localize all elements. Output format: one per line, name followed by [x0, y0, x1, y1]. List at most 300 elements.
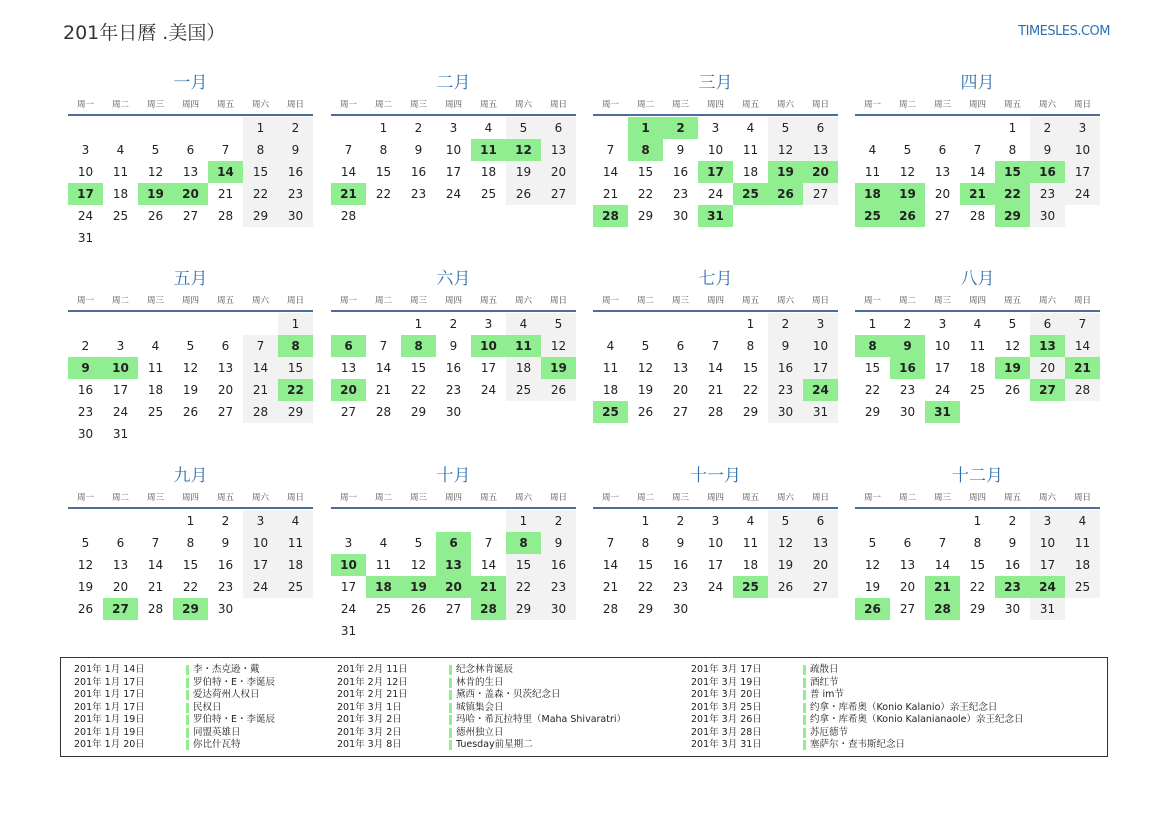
holiday-date: 201年 3月 19日	[691, 676, 762, 688]
day-cell: 8	[973, 536, 982, 550]
day-cell: 20	[217, 383, 234, 397]
day-cell: 24	[480, 383, 497, 397]
weekday-label: 周三	[671, 100, 689, 110]
holiday-name: 民权日	[193, 701, 222, 713]
holiday-row	[337, 689, 626, 702]
day-cell: 14	[375, 361, 392, 375]
day-cell: 7	[151, 536, 160, 550]
day-grid	[593, 510, 838, 620]
holiday-day-cell: 21	[471, 576, 506, 598]
day-cell: 16	[672, 165, 689, 179]
day-cell: 22	[182, 580, 199, 594]
holiday-day-cell: 22	[278, 379, 313, 401]
day-cell: 15	[375, 165, 392, 179]
weekday-label: 周五	[741, 100, 759, 110]
weekday-label: 周二	[374, 493, 392, 503]
month-title: 八月	[960, 269, 995, 289]
day-cell: 6	[221, 339, 230, 353]
day-cell: 30	[278, 205, 313, 227]
holiday-day-cell: 14	[208, 161, 243, 183]
day-cell: 31	[340, 624, 357, 638]
day-cell: 5	[151, 143, 160, 157]
holiday-date: 201年 1月 20日	[74, 739, 145, 750]
day-cell: 11	[864, 165, 881, 179]
day-cell: 13	[672, 361, 689, 375]
weekday-label: 周一	[76, 296, 94, 306]
day-cell: 9	[278, 139, 313, 161]
holiday-day-cell: 29	[173, 598, 208, 620]
day-cell: 7	[243, 335, 278, 357]
day-cell: 9	[221, 536, 230, 550]
holiday-marker	[186, 728, 189, 738]
day-cell: 28	[1065, 379, 1100, 401]
empty-cell	[331, 510, 366, 532]
holiday-column	[691, 664, 1024, 752]
holiday-row	[74, 702, 275, 715]
holiday-date: 201年 2月 11日	[337, 664, 408, 675]
day-cell: 16	[445, 361, 462, 375]
day-cell: 14	[707, 361, 724, 375]
empty-cell	[173, 117, 208, 139]
holiday-name: 苏厄德节	[810, 726, 849, 738]
day-cell: 13	[803, 139, 838, 161]
header-divider	[331, 507, 576, 509]
holiday-row	[691, 714, 1024, 727]
day-cell: 12	[864, 558, 881, 572]
weekday-label: 周四	[706, 100, 724, 110]
day-cell: 5	[868, 536, 877, 550]
holiday-day-cell: 23	[995, 576, 1030, 598]
holiday-marker	[449, 678, 452, 688]
day-cell: 26	[768, 576, 803, 598]
weekday-label: 周日	[286, 296, 304, 306]
day-cell: 20	[541, 161, 576, 183]
day-cell: 3	[116, 339, 125, 353]
holiday-date: 201年 3月 2日	[337, 726, 402, 738]
day-cell: 7	[344, 143, 353, 157]
empty-cell	[855, 117, 890, 139]
day-cell: 7	[484, 536, 493, 550]
day-cell: 26	[637, 405, 654, 419]
empty-cell	[366, 510, 401, 532]
weekday-label: 周六	[776, 296, 794, 306]
holiday-marker	[186, 665, 189, 675]
holiday-column	[74, 664, 275, 752]
day-cell: 19	[506, 161, 541, 183]
weekday-header	[331, 490, 576, 506]
holiday-marker	[186, 678, 189, 688]
weekday-label: 周五	[1003, 296, 1021, 306]
day-cell: 14	[969, 165, 986, 179]
day-cell: 16	[410, 165, 427, 179]
day-cell: 7	[973, 143, 982, 157]
holiday-day-cell: 19	[541, 357, 576, 379]
holiday-date: 201年 3月 17日	[691, 664, 762, 675]
day-cell: 31	[1030, 598, 1065, 620]
empty-cell	[103, 117, 138, 139]
holiday-day-cell: 31	[925, 401, 960, 423]
day-cell: 8	[746, 339, 755, 353]
day-cell: 27	[541, 183, 576, 205]
holiday-name: 塞萨尔・查韦斯纪念日	[810, 739, 906, 750]
holiday-column	[337, 664, 626, 752]
day-cell: 14	[243, 357, 278, 379]
weekday-label: 周二	[898, 100, 916, 110]
month-title: 十月	[436, 466, 471, 486]
month-calendar	[593, 72, 838, 227]
holiday-date: 201年 1月 17日	[74, 701, 145, 713]
day-cell: 19	[77, 580, 94, 594]
day-cell: 2	[1008, 514, 1017, 528]
holiday-row	[74, 714, 275, 727]
day-cell: 16	[77, 383, 94, 397]
holiday-row	[337, 739, 626, 752]
header-divider	[68, 310, 313, 312]
weekday-label: 周三	[671, 296, 689, 306]
day-cell: 31	[77, 231, 94, 245]
day-cell: 4	[973, 317, 982, 331]
day-cell: 23	[445, 383, 462, 397]
day-cell: 20	[112, 580, 129, 594]
holiday-day-cell: 8	[506, 532, 541, 554]
empty-cell	[243, 313, 278, 335]
day-cell: 30	[217, 602, 234, 616]
holiday-day-cell: 25	[733, 576, 768, 598]
day-cell: 24	[77, 209, 94, 223]
day-cell: 12	[768, 532, 803, 554]
day-cell: 21	[602, 187, 619, 201]
day-cell: 27	[899, 602, 916, 616]
holiday-name: 林肯的生日	[456, 676, 504, 688]
holiday-day-cell: 21	[331, 183, 366, 205]
weekday-label: 周四	[181, 296, 199, 306]
day-cell: 22	[864, 383, 881, 397]
weekday-label: 周五	[479, 100, 497, 110]
day-cell: 13	[217, 361, 234, 375]
day-cell: 11	[375, 558, 392, 572]
day-cell: 5	[186, 339, 195, 353]
day-cell: 17	[934, 361, 951, 375]
weekday-label: 周六	[1038, 100, 1056, 110]
day-cell: 25	[278, 576, 313, 598]
day-cell: 14	[934, 558, 951, 572]
weekday-label: 周三	[933, 493, 951, 503]
day-cell: 18	[969, 361, 986, 375]
day-cell: 4	[506, 313, 541, 335]
holiday-day-cell: 20	[803, 161, 838, 183]
day-cell: 22	[506, 576, 541, 598]
weekday-label: 周六	[514, 100, 532, 110]
holiday-row	[691, 689, 1024, 702]
day-cell: 28	[969, 209, 986, 223]
weekday-label: 周六	[251, 493, 269, 503]
holiday-marker	[449, 740, 452, 750]
holiday-day-cell: 12	[506, 139, 541, 161]
day-cell: 30	[672, 602, 689, 616]
empty-cell	[628, 313, 663, 335]
weekday-label: 周五	[741, 493, 759, 503]
day-cell: 23	[768, 379, 803, 401]
holiday-row	[691, 677, 1024, 690]
holiday-day-cell: 8	[278, 335, 313, 357]
month-title: 三月	[698, 73, 733, 93]
holiday-date: 201年 2月 12日	[337, 676, 408, 688]
day-cell: 10	[803, 335, 838, 357]
weekday-label: 周三	[409, 296, 427, 306]
day-cell: 23	[217, 580, 234, 594]
day-cell: 30	[77, 427, 94, 441]
day-cell: 13	[112, 558, 129, 572]
day-cell: 7	[606, 536, 615, 550]
day-cell: 12	[1004, 339, 1021, 353]
day-cell: 6	[1030, 313, 1065, 335]
day-cell: 2	[278, 117, 313, 139]
holiday-name: 同盟英雄日	[193, 726, 241, 738]
day-cell: 8	[186, 536, 195, 550]
day-cell: 21	[217, 187, 234, 201]
day-cell: 21	[707, 383, 724, 397]
day-cell: 12	[410, 558, 427, 572]
day-cell: 28	[243, 401, 278, 423]
day-cell: 29	[742, 405, 759, 419]
month-calendar	[855, 465, 1100, 620]
day-cell: 2	[81, 339, 90, 353]
holiday-day-cell: 24	[803, 379, 838, 401]
weekday-label: 周日	[1073, 493, 1091, 503]
holiday-name: 李・杰克逊・戴	[193, 664, 260, 675]
day-cell: 5	[414, 536, 423, 550]
day-cell: 13	[803, 532, 838, 554]
month-calendar	[855, 268, 1100, 423]
day-cell: 1	[414, 317, 423, 331]
month-title: 十二月	[952, 466, 1003, 486]
holiday-day-cell: 21	[1065, 357, 1100, 379]
day-cell: 14	[340, 165, 357, 179]
day-cell: 23	[1030, 183, 1065, 205]
holiday-day-cell: 25	[733, 183, 768, 205]
holiday-row	[74, 739, 275, 752]
day-cell: 27	[803, 576, 838, 598]
month-calendar	[593, 268, 838, 423]
empty-cell	[890, 510, 925, 532]
holiday-day-cell: 27	[1030, 379, 1065, 401]
holiday-row	[691, 702, 1024, 715]
weekday-label: 周二	[636, 493, 654, 503]
weekday-label: 周三	[146, 493, 164, 503]
day-cell: 30	[445, 405, 462, 419]
day-cell: 11	[278, 532, 313, 554]
day-cell: 18	[480, 165, 497, 179]
day-cell: 21	[375, 383, 392, 397]
day-cell: 9	[414, 143, 423, 157]
day-cell: 13	[182, 165, 199, 179]
day-cell: 28	[340, 209, 357, 223]
day-cell: 30	[899, 405, 916, 419]
day-cell: 1	[186, 514, 195, 528]
month-calendar	[855, 72, 1100, 227]
empty-cell	[593, 510, 628, 532]
month-title: 七月	[698, 269, 733, 289]
day-cell: 19	[864, 580, 881, 594]
day-cell: 13	[340, 361, 357, 375]
day-cell: 28	[602, 602, 619, 616]
holiday-day-cell: 28	[471, 598, 506, 620]
day-cell: 11	[742, 143, 759, 157]
day-cell: 9	[768, 335, 803, 357]
empty-cell	[855, 510, 890, 532]
day-cell: 18	[278, 554, 313, 576]
day-cell: 10	[1065, 139, 1100, 161]
empty-cell	[138, 510, 173, 532]
holiday-day-cell: 6	[436, 532, 471, 554]
day-cell: 25	[112, 209, 129, 223]
day-cell: 15	[864, 361, 881, 375]
day-cell: 27	[934, 209, 951, 223]
holiday-marker	[803, 690, 806, 700]
holiday-day-cell: 21	[960, 183, 995, 205]
weekday-label: 周日	[549, 493, 567, 503]
weekday-label: 周二	[111, 100, 129, 110]
day-cell: 24	[340, 602, 357, 616]
holiday-row	[337, 664, 626, 677]
empty-cell	[138, 117, 173, 139]
day-cell: 4	[379, 536, 388, 550]
site-link[interactable]: TIMESLES.COM	[1018, 24, 1110, 39]
month-calendar	[331, 268, 576, 423]
day-cell: 9	[1008, 536, 1017, 550]
day-cell: 7	[711, 339, 720, 353]
empty-cell	[436, 510, 471, 532]
day-cell: 19	[637, 383, 654, 397]
day-cell: 17	[707, 558, 724, 572]
day-cell: 23	[672, 580, 689, 594]
weekday-label: 周一	[339, 296, 357, 306]
day-cell: 22	[375, 187, 392, 201]
empty-cell	[890, 117, 925, 139]
day-cell: 4	[746, 121, 755, 135]
day-cell: 1	[1008, 121, 1017, 135]
month-calendar	[331, 72, 576, 227]
empty-cell	[698, 313, 733, 335]
day-cell: 21	[147, 580, 164, 594]
day-cell: 6	[186, 143, 195, 157]
day-cell: 1	[973, 514, 982, 528]
day-cell: 3	[344, 536, 353, 550]
day-cell: 13	[899, 558, 916, 572]
day-cell: 29	[969, 602, 986, 616]
weekday-label: 周一	[863, 100, 881, 110]
day-cell: 8	[1008, 143, 1017, 157]
day-cell: 7	[938, 536, 947, 550]
day-cell: 2	[449, 317, 458, 331]
day-cell: 25	[147, 405, 164, 419]
holiday-day-cell: 2	[663, 117, 698, 139]
weekday-header	[331, 97, 576, 113]
holiday-day-cell: 19	[401, 576, 436, 598]
day-cell: 17	[243, 554, 278, 576]
day-cell: 9	[449, 339, 458, 353]
weekday-label: 周日	[1073, 100, 1091, 110]
holiday-marker	[186, 740, 189, 750]
day-cell: 4	[151, 339, 160, 353]
holiday-marker	[803, 665, 806, 675]
empty-cell	[103, 510, 138, 532]
day-cell: 2	[903, 317, 912, 331]
day-grid	[68, 313, 313, 445]
holiday-name: 城镇集会日	[456, 701, 504, 713]
weekday-label: 周三	[409, 100, 427, 110]
header-divider	[855, 310, 1100, 312]
day-cell: 30	[672, 209, 689, 223]
day-cell: 16	[672, 558, 689, 572]
weekday-label: 周六	[251, 100, 269, 110]
day-cell: 17	[1030, 554, 1065, 576]
day-cell: 14	[147, 558, 164, 572]
day-cell: 11	[112, 165, 129, 179]
weekday-header	[855, 293, 1100, 309]
weekday-header	[68, 293, 313, 309]
day-cell: 28	[375, 405, 392, 419]
holiday-name: 普 im节	[810, 689, 844, 700]
holiday-day-cell: 8	[855, 335, 890, 357]
weekday-label: 周二	[636, 296, 654, 306]
holiday-day-cell: 18	[366, 576, 401, 598]
header-divider	[331, 310, 576, 312]
weekday-label: 周三	[146, 296, 164, 306]
holiday-row	[691, 727, 1024, 740]
day-cell: 9	[676, 536, 685, 550]
weekday-label: 周二	[111, 296, 129, 306]
day-cell: 11	[742, 536, 759, 550]
holiday-list	[60, 657, 1108, 757]
weekday-label: 周日	[1073, 296, 1091, 306]
weekday-header	[68, 97, 313, 113]
empty-cell	[663, 313, 698, 335]
day-cell: 12	[541, 335, 576, 357]
day-cell: 4	[278, 510, 313, 532]
holiday-day-cell: 17	[698, 161, 733, 183]
day-cell: 10	[1030, 532, 1065, 554]
holiday-name: 酒红节	[810, 676, 839, 688]
month-title: 九月	[173, 466, 208, 486]
day-cell: 24	[445, 187, 462, 201]
day-cell: 24	[934, 383, 951, 397]
day-cell: 29	[637, 209, 654, 223]
header-divider	[593, 507, 838, 509]
holiday-date: 201年 1月 14日	[74, 664, 145, 675]
day-cell: 6	[541, 117, 576, 139]
day-cell: 12	[77, 558, 94, 572]
holiday-name: 黛西・盖森・贝茨纪念日	[456, 689, 561, 700]
empty-cell	[68, 510, 103, 532]
weekday-label: 周一	[863, 296, 881, 306]
day-cell: 5	[768, 117, 803, 139]
empty-cell	[331, 117, 366, 139]
holiday-day-cell: 28	[593, 205, 628, 227]
weekday-label: 周四	[181, 100, 199, 110]
holiday-name: 罗伯特・E・李诞辰	[193, 714, 276, 725]
day-cell: 14	[480, 558, 497, 572]
holiday-date: 201年 2月 21日	[337, 689, 408, 700]
holiday-marker	[449, 728, 452, 738]
day-cell: 23	[541, 576, 576, 598]
day-cell: 3	[1030, 510, 1065, 532]
weekday-label: 周一	[76, 100, 94, 110]
day-cell: 18	[602, 383, 619, 397]
weekday-header	[855, 490, 1100, 506]
day-cell: 29	[637, 602, 654, 616]
day-cell: 27	[340, 405, 357, 419]
